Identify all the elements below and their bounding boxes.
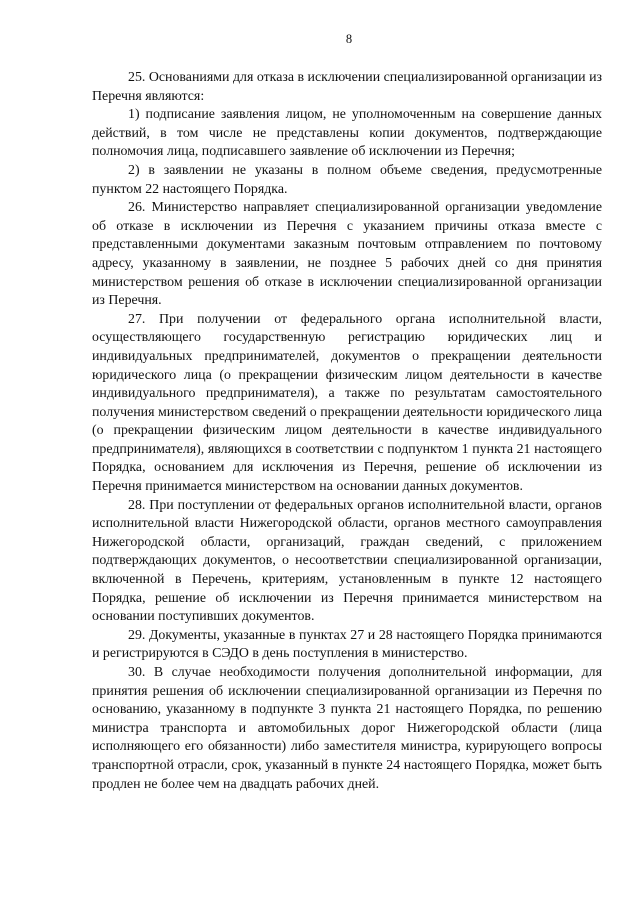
paragraph-26: 26. Министерство направляет специализированной организации уведомление об отказе в исключении из Перечня с указанием причины отказа вместе с представленными документами заказным почтовым отправлением по почтовому адресу, указанному в заявлении, не позднее 5 рабочих дней со дня принятия министерством решения об отказе в исключении специализированной организации из Перечня. bbox=[92, 200, 602, 309]
paragraph-25: 25. Основаниями для отказа в исключении специализированной организации из Перечня являются: bbox=[92, 70, 602, 104]
paragraph-25-item-2: 2) в заявлении не указаны в полном объеме сведения, предусмотренные пунктом 22 настоящего Порядка. bbox=[92, 162, 602, 197]
page-number: 8 bbox=[345, 32, 353, 46]
paragraph-28: 28. При поступлении от федеральных органов исполнительной власти, органов исполнительной власти Нижегородской области, органов местного самоуправления Нижегородской области, организаций, граждан сведений, с приложением подтверждающих документов, о несоответствии специализированной организации, включенной в Перечень, критериям, установленным в пункте 12 настоящего Порядка, решение об исключении из Перечня принимается министерством на основании поступивших документов. bbox=[92, 497, 602, 625]
paragraph-29: 29. Документы, указанные в пунктах 27 и 28 настоящего Порядка принимаются и регистрируются в СЭДО в день поступления в министерство. bbox=[92, 627, 602, 662]
paragraph-25-item-1: 1) подписание заявления лицом, не уполномоченным на совершение данных действий, в том числе не представлены копии документов, подтверждающие полномочия лица, подписавшего заявление об исключении из Перечня; bbox=[92, 107, 602, 160]
paragraph-30: 30. В случае необходимости получения дополнительной информации, для принятия решения об исключении специализированной организации из Перечня по основанию, указанному в подпункте 3 пункта 21 настоящего Порядка, по решению министра транспорта и автомобильных дорог Нижегородской области (лица исполняющего его обязанности) либо заместителя министра, курирующего вопросы транспортной отрасли, срок, указанный в пункте 24 настоящего Порядка, может быть продлен не более чем на двадцать рабочих дней. bbox=[92, 665, 602, 792]
paragraph-27: 27. При получении от федерального органа исполнительной власти, осуществляющего государственную регистрацию юридических лиц и индивидуальных предпринимателей, документов о прекращении деятельности юридического лица (о прекращении физическим лицом деятельности в качестве индивидуального предпринимателя), а также по результатам самостоятельного получения министерством сведений о прекращении деятельности юридического лица (о прекращении физическим лицом деятельности в качестве индивидуального предпринимателя), являющихся в соответствии с подпунктом 1 пункта 21 настоящего Порядка, основанием для исключения из Перечня, решение об исключении из Перечня принимается министерством на основании данных документов. bbox=[92, 311, 602, 495]
